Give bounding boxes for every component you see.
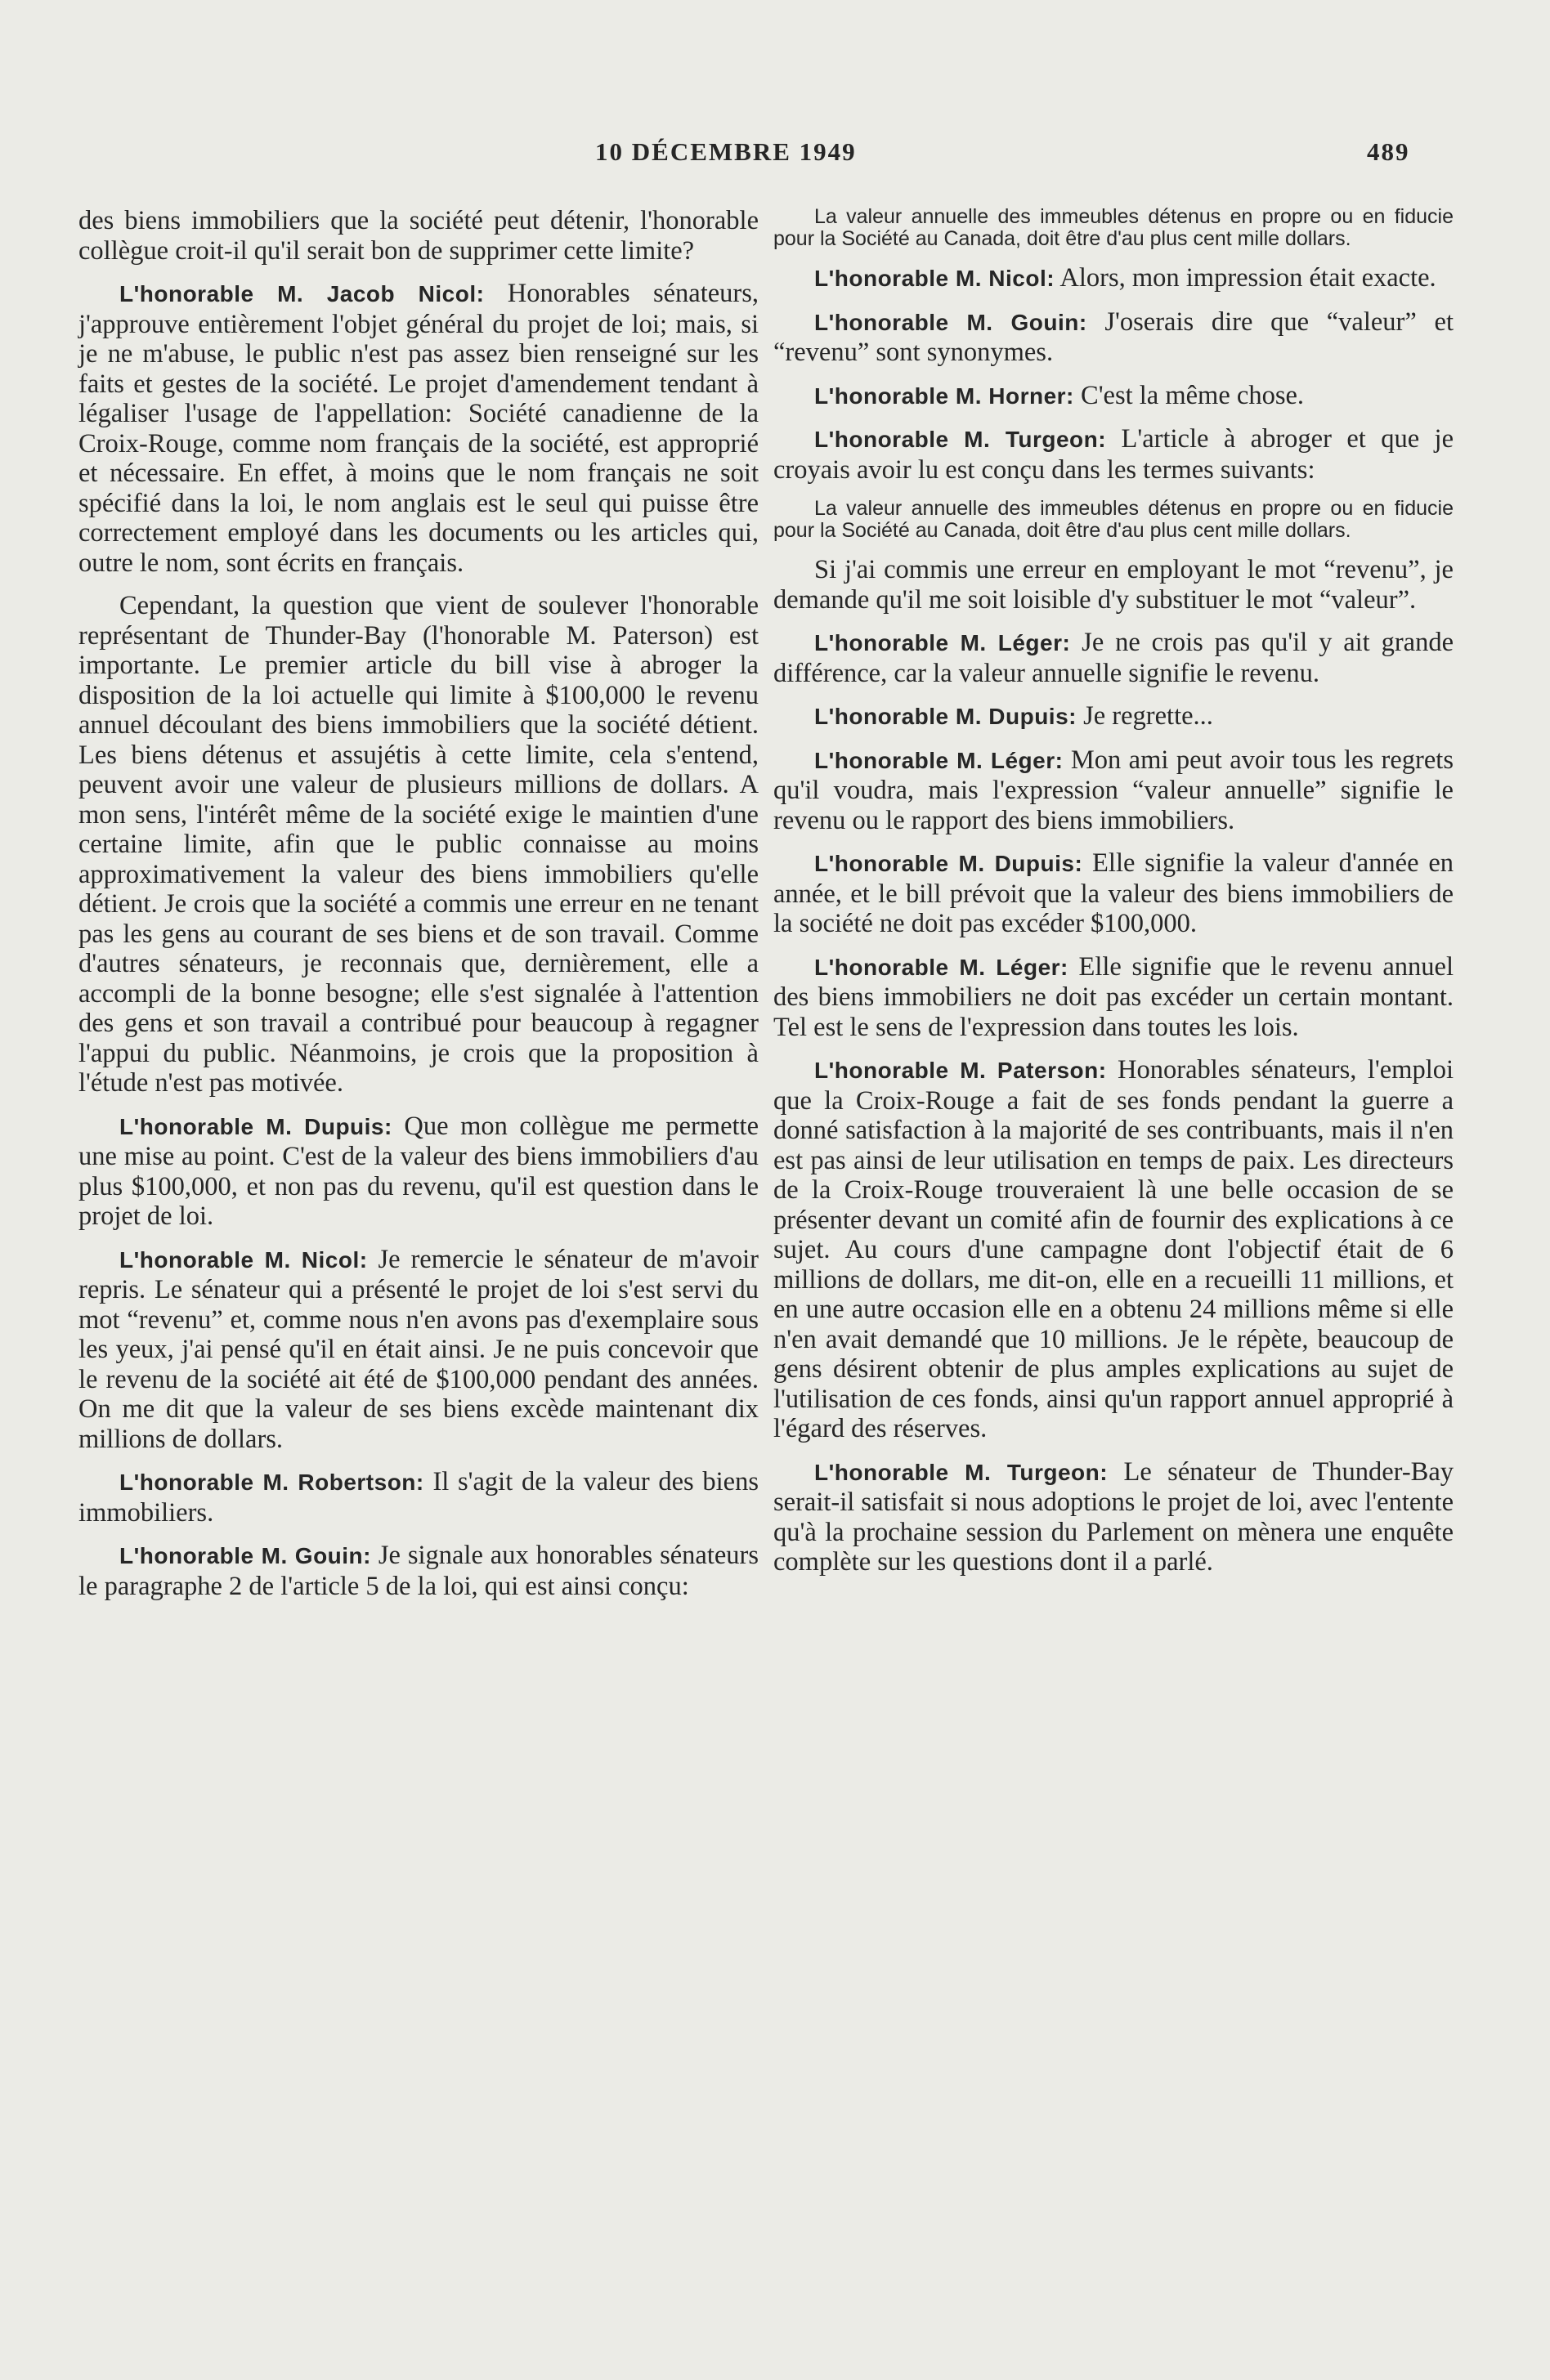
page-number: 489 [1367,137,1410,166]
speaker-name: L'honorable M. Dupuis: [814,704,1077,729]
speaker-name: L'honorable M. Nicol: [119,1246,368,1273]
paragraph [78,1541,759,1601]
paragraph-text: Je signale aux honorables sénateurs le paragraphe 2 de l'article 5 de la loi, qui est ainsi conçu: [78,1541,759,1601]
paragraph-text: Il s'agit de la valeur des biens immobiliers. [78,1467,759,1528]
speaker-name: L'honorable M. Gouin: [814,309,1087,335]
block-quote: La valeur annuelle des immeubles détenus en propre ou en fiducie pour la Société au Canada, doit être d'au plus cent mille dollars. [773,205,1454,250]
speaker-name: L'honorable M. Robertson: [119,1470,424,1495]
paragraph [78,206,759,266]
paragraph [78,1467,759,1528]
paragraph-text: des biens immobiliers que la société peut détenir, l'honorable collègue croit-il qu'il serait bon de supprimer cette limite? [78,206,759,266]
speaker-name: L'honorable M. Turgeon: [814,427,1107,452]
paragraph-text: Elle signifie que le revenu annuel des biens immobiliers ne doit pas excéder un certain montant. Tel est le sens de l'expression dans toutes les lois. [773,951,1454,1042]
speaker-name: L'honorable M. Paterson: [814,1058,1107,1083]
speaker-name: L'honorable M. Dupuis: [814,851,1083,876]
block-quote: La valeur annuelle des immeubles détenus en propre ou en fiducie pour la Société au Canada, doit être d'au plus cent mille dollars. [773,497,1454,542]
paragraph-text: Mon ami peut avoir tous les regrets qu'il voudra, mais l'expression “valeur annuelle” signifie le revenu ou le rapport des biens immobiliers. [773,745,1454,835]
paragraph-text: Si j'ai commis une erreur en employant le mot “revenu”, je demande qu'il me soit loisible d'y substituer le mot “valeur”. [773,555,1454,615]
paragraph [773,263,1454,294]
paragraph [773,307,1454,368]
paragraph [773,1055,1454,1444]
paragraph [78,591,759,1098]
paragraph [78,279,759,578]
left-column [78,206,759,1614]
paragraph [773,745,1454,836]
paragraph [773,555,1454,615]
paragraph-text: Je remercie le sénateur de m'avoir repris. Le sénateur qui a présenté le projet de loi s'est servi du mot “revenu” et, comme nous n'en avons pas d'exemplaire sous les yeux, j'ai pensé qu'il en était ainsi. Je ne puis concevoir que le revenu de la société ait été de $100,000 pendant des années. On me dit que la valeur de ses biens excède maintenant dix millions de dollars. [78,1244,759,1454]
speaker-name: L'honorable M. Gouin: [119,1543,371,1568]
paragraph [773,381,1454,412]
paragraph [773,1457,1454,1577]
paragraph-text: Honorables sénateurs, l'emploi que la Croix-Rouge a fait de ses fonds pendant la guerre a donné satisfaction à la majorité de ses contribuants, mais il n'en est pas ainsi de leur utilisation en temps de paix. Les directeurs de la Croix-Rouge trouveraient là une belle occasion de se présenter devant un comité afin de fournir des explications à ce sujet. Au cours d'une campagne dont l'objectif était de 6 millions de dollars, me dit-on, elle en a recueilli 11 millions, et en une autre occasion elle en a obtenu 24 millions même si elle n'en avait demandé que 10 millions. Je le répète, beaucoup de gens désirent obtenir de plus amples explications au sujet de l'utilisation de ces fonds, ainsi qu'un rapport annuel approprié à l'égard des réserves. [773,1055,1454,1443]
paragraph [773,628,1454,688]
speaker-name: L'honorable M. Horner: [814,382,1074,409]
paragraph-text: L'article à abroger et que je croyais avoir lu est conçu dans les termes suivants: [773,424,1454,485]
speaker-name: L'honorable M. Nicol: [814,266,1055,291]
speaker-name: L'honorable M. Léger: [814,747,1064,773]
paragraph-text: C'est la même chose. [1073,380,1305,410]
speaker-name: L'honorable M. Léger: [814,630,1071,655]
paragraph-text: Je regrette... [1076,701,1213,731]
paragraph-text: J'oserais dire que “valeur” et “revenu” sont synonymes. [773,306,1454,367]
paragraph-text: Elle signifie la valeur d'année en année, et le bill prévoit que la valeur des biens immobiliers de la société ne doit pas excéder $100,000. [773,848,1454,938]
speaker-name: L'honorable M. Léger: [814,954,1068,980]
paragraph [773,701,1454,732]
paragraph-text: Cependant, la question que vient de soulever l'honorable représentant de Thunder-Bay (l'honorable M. Paterson) est importante. Le premier article du bill vise à abroger la disposition de la loi actuelle qui limite à $100,000 le revenu annuel découlant des biens immobiliers que la société détient. Les biens détenus et assujétis à cette limite, cela s'entend, peuvent avoir une valeur de plusieurs millions de dollars. A mon sens, l'intérêt même de la société exige le maintien d'une certaine limite, afin que le public connaisse au moins approximativement la valeur des biens immobiliers qu'elle détient. Je crois que la société a commis une erreur en ne tenant pas les gens au courant de ses biens et de son travail. Comme d'autres sénateurs, je reconnais que, dernièrement, elle a accompli de la bonne besogne; elle s'est signalée à l'attention des gens et son travail a contribué pour beaucoup à regagner l'appui du public. Néanmoins, je crois que la proposition à l'étude n'est pas motivée. [78,591,759,1098]
paragraph [773,424,1454,485]
paragraph [78,1112,759,1232]
paragraph-text: Le sénateur de Thunder-Bay serait-il satisfait si nous adoptions le projet de loi, avec l'entente qu'à la prochaine session du Parlement on mènera une enquête complète sur les questions dont il a parlé. [773,1456,1454,1577]
paragraph-text: Alors, mon impression était exacte. [1055,263,1436,293]
paragraph-text: Que mon collègue me permette une mise au point. C'est de la valeur des biens immobiliers d'au plus $100,000, et non pas du revenu, qu'il est question dans le projet de loi. [78,1111,759,1231]
speaker-name: L'honorable M. Dupuis: [119,1113,392,1139]
paragraph [773,848,1454,939]
header-date: 10 DÉCEMBRE 1949 [595,137,857,166]
paragraph [78,1245,759,1455]
paragraph [773,952,1454,1043]
speaker-name: L'honorable M. Jacob Nicol: [119,281,485,306]
speaker-name: L'honorable M. Turgeon: [814,1459,1109,1485]
page-header [0,137,1550,178]
right-column [773,206,1454,1590]
paragraph-text: Honorables sénateurs, j'approuve entièrement l'objet général du projet de loi; mais, si je ne m'abuse, le public n'est pas assez bien renseigné sur les faits et gestes de la société. Le projet d'amendement tendant à légaliser l'usage de l'appellation: Société canadienne de la Croix-Rouge, comme nom français de la société, est approprié et nécessaire. En effet, à moins que le nom français ne soit spécifié dans la loi, le nom anglais est le seul qui puisse être correctement employé dans les documents ou les articles qui, outre le nom, sont écrits en français. [78,279,759,578]
paragraph-text: Je ne crois pas qu'il y ait grande différence, car la valeur annuelle signifie le revenu. [773,628,1454,688]
